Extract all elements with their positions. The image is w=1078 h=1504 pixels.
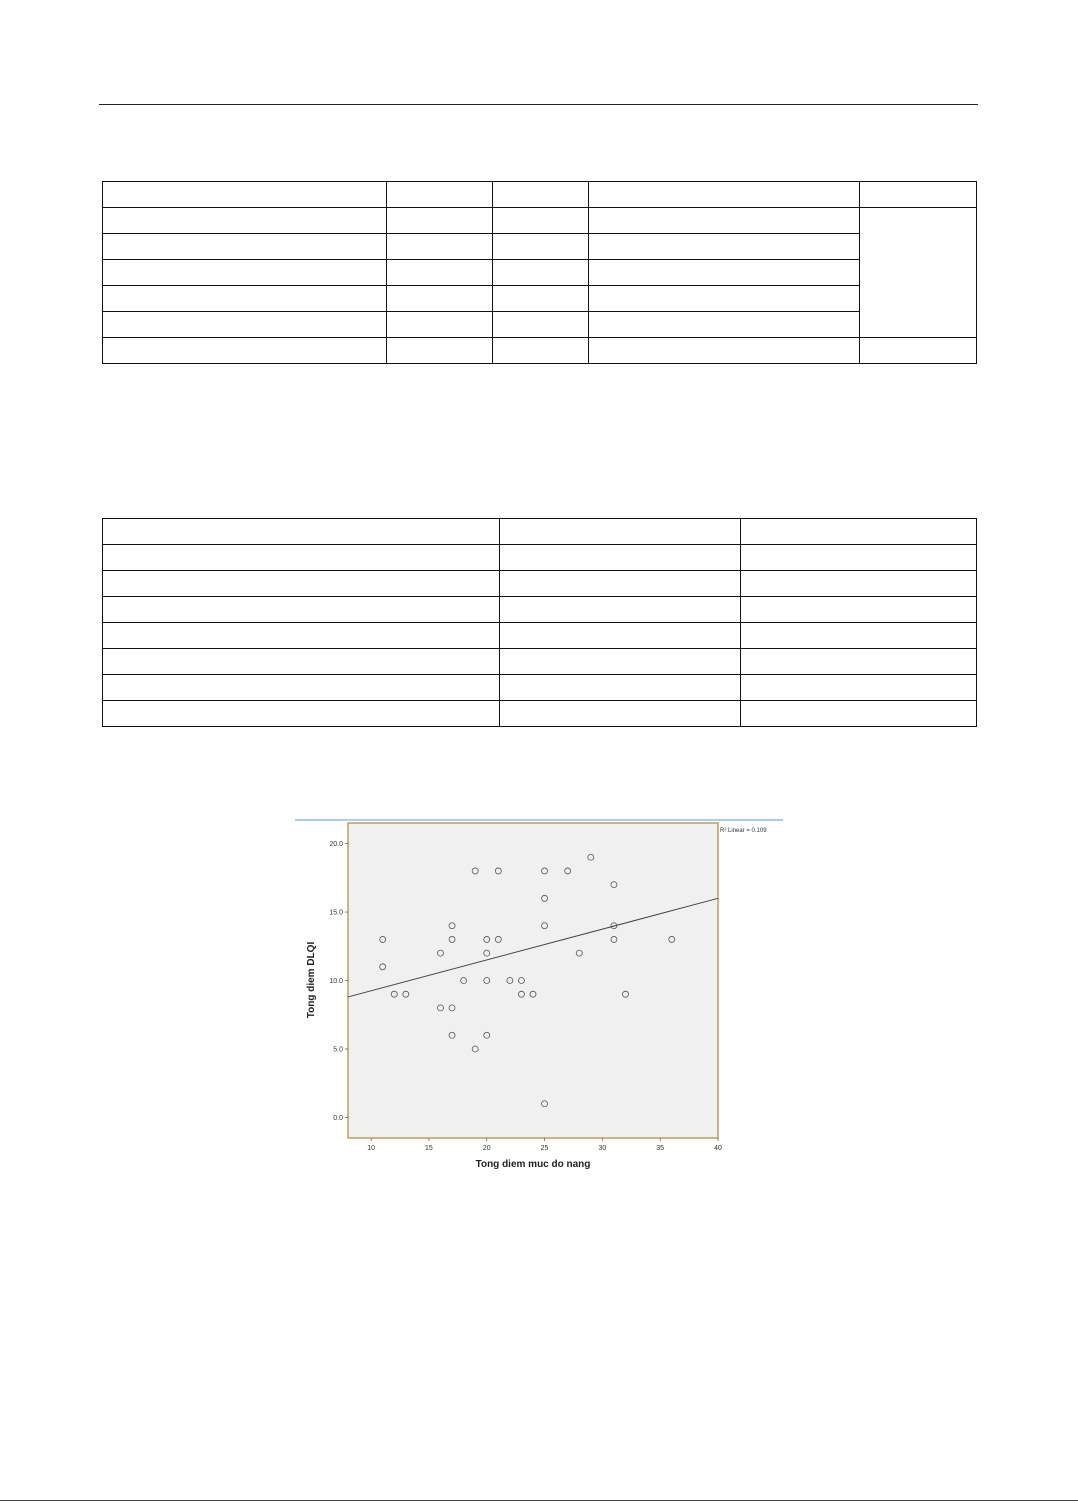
table-cell: [103, 234, 387, 260]
table-cell: [741, 597, 977, 623]
table-cell: [493, 338, 589, 364]
table-cell: [103, 545, 500, 571]
table-cell: [741, 571, 977, 597]
y-tick-label: 5.0: [333, 1046, 343, 1054]
table-cell: [103, 597, 500, 623]
table-cell: [589, 208, 860, 234]
table-cell: [500, 597, 741, 623]
table-cell: [500, 623, 741, 649]
x-tick-label: 30: [598, 1145, 607, 1152]
table-cell: [589, 312, 860, 338]
header-rule: [99, 104, 978, 105]
y-tick-label: 20.0: [329, 841, 343, 849]
table-row: [103, 260, 977, 286]
y-axis-title: Tong diem DLQI: [306, 941, 317, 1019]
table-cell: [103, 338, 387, 364]
table-cell: [500, 545, 741, 571]
table-row: [103, 597, 977, 623]
table-row: [103, 623, 977, 649]
table-row: [103, 571, 977, 597]
x-tick-label: 40: [714, 1145, 722, 1152]
x-tick-label: 10: [367, 1145, 376, 1152]
table-row: [103, 545, 977, 571]
table-cell: [741, 623, 977, 649]
table-cell: [103, 649, 500, 675]
table-row: [103, 519, 977, 545]
table-cell: [493, 286, 589, 312]
table-cell: [500, 701, 741, 727]
table-cell: [103, 312, 387, 338]
table-cell: [103, 675, 500, 701]
table-1: [102, 181, 977, 364]
table-cell: [103, 182, 387, 208]
table-cell: [493, 182, 589, 208]
table-cell: [103, 701, 500, 727]
table-cell: [387, 338, 493, 364]
table-row: [103, 208, 977, 234]
table-cell: [589, 338, 860, 364]
plot-area: [348, 823, 718, 1138]
table-cell: [741, 675, 977, 701]
y-tick-label: 10.0: [329, 978, 343, 985]
table-cell: [387, 182, 493, 208]
table-cell: [741, 701, 977, 727]
table-row: [103, 182, 977, 208]
table-row: [103, 234, 977, 260]
table-cell: [500, 649, 741, 675]
table-cell: [493, 312, 589, 338]
table-cell: [589, 286, 860, 312]
x-tick-label: 35: [656, 1145, 665, 1152]
table-row: [103, 701, 977, 727]
x-tick-label: 20: [482, 1145, 491, 1152]
x-axis-title: Tong diem muc do nang: [475, 1159, 591, 1170]
table-cell: [860, 338, 977, 364]
table-cell: [387, 234, 493, 260]
table-cell: [493, 208, 589, 234]
table-cell: [387, 312, 493, 338]
table-cell: [387, 260, 493, 286]
table-cell: [103, 260, 387, 286]
table-2: [102, 518, 977, 727]
scatter-chart: [295, 818, 785, 1178]
table-cell: [493, 234, 589, 260]
table-cell: [741, 519, 977, 545]
x-tick-label: 15: [425, 1145, 433, 1152]
table-cell: [387, 286, 493, 312]
table-cell: [103, 286, 387, 312]
table-row: [103, 675, 977, 701]
legend-r2: R² Linear = 0.109: [720, 828, 767, 834]
table-cell: [103, 571, 500, 597]
table-cell: [493, 260, 589, 286]
table-cell: [500, 675, 741, 701]
table-cell: [500, 519, 741, 545]
table-row: [103, 338, 977, 364]
table-cell: [103, 623, 500, 649]
table-cell: [103, 208, 387, 234]
table-cell: [500, 571, 741, 597]
table-cell: [741, 545, 977, 571]
scatter-plot-svg: [295, 818, 785, 1178]
table-cell: [589, 182, 860, 208]
footer-rule: [0, 1500, 1078, 1501]
table-cell: [741, 649, 977, 675]
x-tick-label: 25: [540, 1145, 549, 1152]
merged-cell: [860, 208, 977, 338]
y-tick-label: 0.0: [333, 1114, 343, 1122]
table-cell: [103, 519, 500, 545]
table-cell: [589, 234, 860, 260]
table-row: [103, 649, 977, 675]
table-cell: [589, 260, 860, 286]
y-tick-label: 15.0: [329, 909, 343, 917]
table-row: [103, 286, 977, 312]
table-row: [103, 312, 977, 338]
table-cell: [387, 208, 493, 234]
table-cell: [860, 182, 977, 208]
